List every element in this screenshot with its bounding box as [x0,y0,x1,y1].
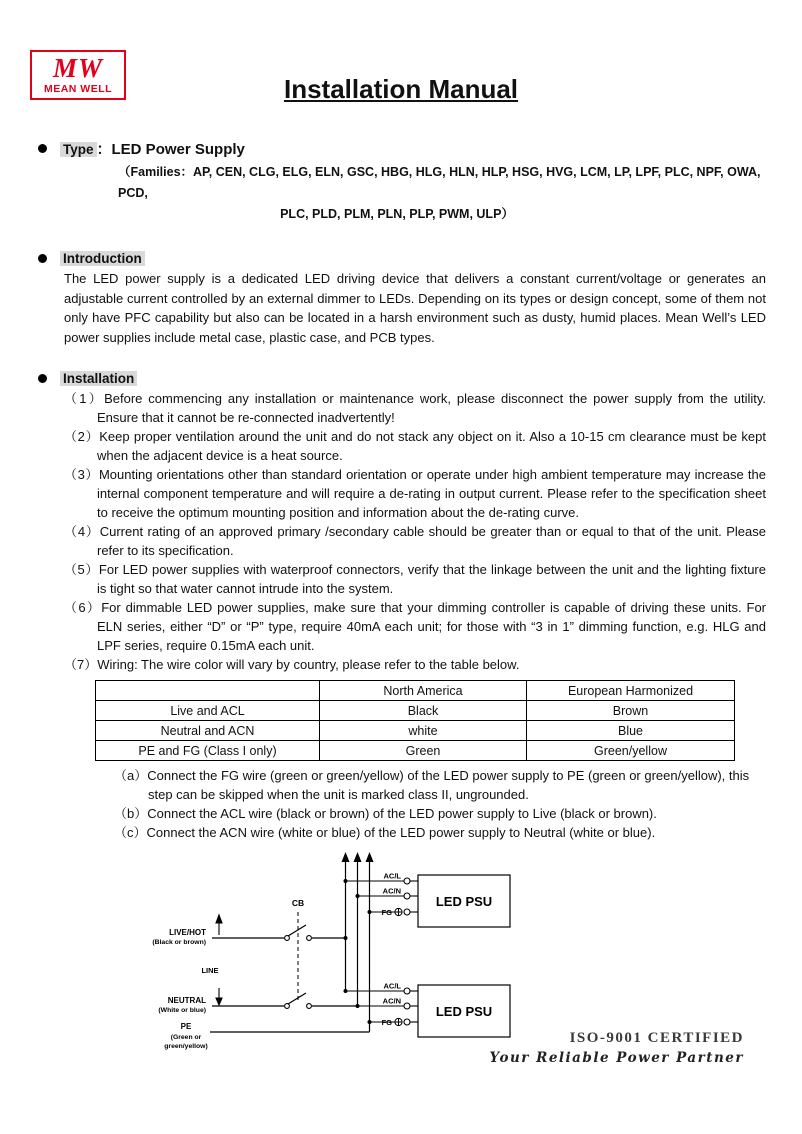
item-text: For dimmable LED power supplies, make sure that your dimming controller is capable of driving these units. For ELN series, either “D” or “P” type, require 40mA each unit; for those with “3 in 1” dimming function, e.g. HLG and LPF series, require 0.15mA each unit. [97,600,767,653]
table-cell: Blue [527,721,735,741]
table-cell: white [320,721,527,741]
up-arrow-icon [342,852,374,862]
type-section [0,138,802,225]
line-direction-arrows [216,915,222,1005]
circuit-breaker [285,912,312,1008]
down-arrow-icon [216,998,222,1005]
table-cell: Green/yellow [527,741,735,761]
pe-color-label-2: green/yellow) [164,1043,208,1050]
item-number: （4） [64,524,100,539]
families-list [0,162,802,225]
line-label: LINE [201,966,219,975]
item-number: （b） [114,806,148,821]
families-line-2: PLC, PLD, PLM, PLN, PLP, PWM, ULP） [280,207,514,221]
item-number: （2） [64,429,100,444]
item-number: （7） [64,657,98,672]
item-text: For LED power supplies with waterproof connectors, verify that the linkage between the unit and the lighting fixture is tight so that water cannot intrude into the system. [97,562,766,596]
switch-blade [288,993,306,1004]
table-row [96,721,735,741]
bullet-icon [38,254,47,263]
table-header-cell [96,681,320,701]
item-number: （6） [64,600,102,615]
item-number: （1） [64,391,105,406]
installation-item [0,427,802,465]
introduction-label: Introduction [60,251,145,266]
table-cell: PE and FG (Class I only) [96,741,320,761]
item-text: Current rating of an approved primary /secondary cable should be greater than or equal to that of the unit. Please refer to its specification. [97,524,766,558]
table-row [96,701,735,721]
introduction-section [0,251,802,347]
live-label: LIVE/HOT [169,928,206,937]
terminal-circles [404,878,410,1025]
installation-item [0,655,802,674]
installation-section [0,371,802,842]
live-color-label: (Black or brown) [152,939,206,946]
acl-label: AC/L [383,871,401,881]
item-number: （a） [114,768,148,783]
page-footer [490,1030,744,1066]
acl-label: AC/L [383,981,401,991]
item-number: （3） [64,467,99,482]
item-text: Keep proper ventilation around the unit and do not stack any object on it. Also a 10-15 cm clearance must be kept when the adjacent device is a heat source. [97,429,767,463]
logo-mw-mark: MW [52,53,103,83]
neutral-label: NEUTRAL [167,996,206,1005]
table-row [96,741,735,761]
cb-label: CB [291,898,305,908]
wiring-diagram [148,850,540,1075]
installation-label: Installation [60,371,137,386]
wire-color-table [95,680,735,761]
installation-item [0,389,802,427]
item-number: （c） [114,825,147,840]
logo-brand-text: MEAN WELL [43,83,113,95]
installation-item [0,522,802,560]
introduction-body: The LED power supply is a dedicated LED driving device that delivers a constant current/voltage or generates an adjustable current controlled by an external dimmer to LEDs. Depending on its types or design concept, some of them not only have PFC capability but also can be located in a harsh environment such as dusty, humid places. Mean Well’s LED power supplies include metal case, plastic case, and PCB types. [64,271,766,345]
item-number: （5） [64,562,99,577]
neutral-color-label: (White or blue) [158,1007,206,1014]
table-header-cell: North America [320,681,527,701]
pe-color-label-1: (Green or [170,1034,202,1041]
pe-label: PE [180,1022,192,1031]
item-text: Before commencing any installation or maintenance work, please disconnect the power supply from the utility. Ensure that it cannot be re-connected inadvertently! [97,391,767,425]
item-text: Connect the ACN wire (white or blue) of the LED power supply to Neutral (white or blue). [146,825,656,840]
switch-blade [288,925,306,936]
wiring-diagram-svg [148,850,540,1070]
item-text: Connect the FG wire (green or green/yellow) of the LED power supply to PE (green or green/yellow), this step can be skipped when the unit is marked class II, ungrounded. [147,768,750,802]
type-value: ：LED Power Supply [96,141,245,158]
installation-item [0,465,802,522]
page-title: Installation Manual [283,74,519,104]
psu2-label: LED PSU [435,1004,493,1019]
ground-symbol-icon [395,908,402,1025]
item-text: Mounting orientations other than standard orientation or operate under high ambient temperature may increase the internal component temperature and will require a de-rating in output current. Please refer to the specification sheet to receive the optimum mounting position and information about the de-rating curve. [97,467,767,520]
table-cell: Neutral and ACN [96,721,320,741]
fg-label: FG [381,1018,392,1027]
installation-sub-item [0,823,802,842]
families-line-1: （Families：AP, CEN, CLG, ELG, ELN, GSC, HBG, HLG, HLN, HLP, HSG, HVG, LCM, LP, LPF, PLC, NPF, OWA, PCD, [118,165,761,200]
item-text: Wiring: The wire color will vary by country, please refer to the table below. [97,657,520,672]
table-header-cell: European Harmonized [527,681,735,701]
item-text: Connect the ACL wire (black or brown) of the LED power supply to Live (black or brown). [147,806,657,821]
table-cell: Green [320,741,527,761]
table-cell: Live and ACL [96,701,320,721]
psu1-label: LED PSU [435,894,493,909]
table-cell: Black [320,701,527,721]
installation-item [0,598,802,655]
up-arrow-icon [216,915,222,923]
installation-sub-item [0,804,802,823]
page-header [0,0,802,126]
table-cell: Brown [527,701,735,721]
bullet-icon [38,144,47,153]
acn-label: AC/N [382,996,401,1006]
fg-label: FG [381,908,392,917]
table-header-row [96,681,735,701]
iso-certification-text: ISO-9001 CERTIFIED [569,1030,744,1046]
led-psu-box [418,875,510,927]
installation-sub-item [0,766,802,804]
installation-item [0,560,802,598]
bullet-icon [38,374,47,383]
brand-slogan-text: Your Reliable Power Partner [489,1050,744,1066]
acn-label: AC/N [382,886,401,896]
type-label: Type [60,142,97,157]
